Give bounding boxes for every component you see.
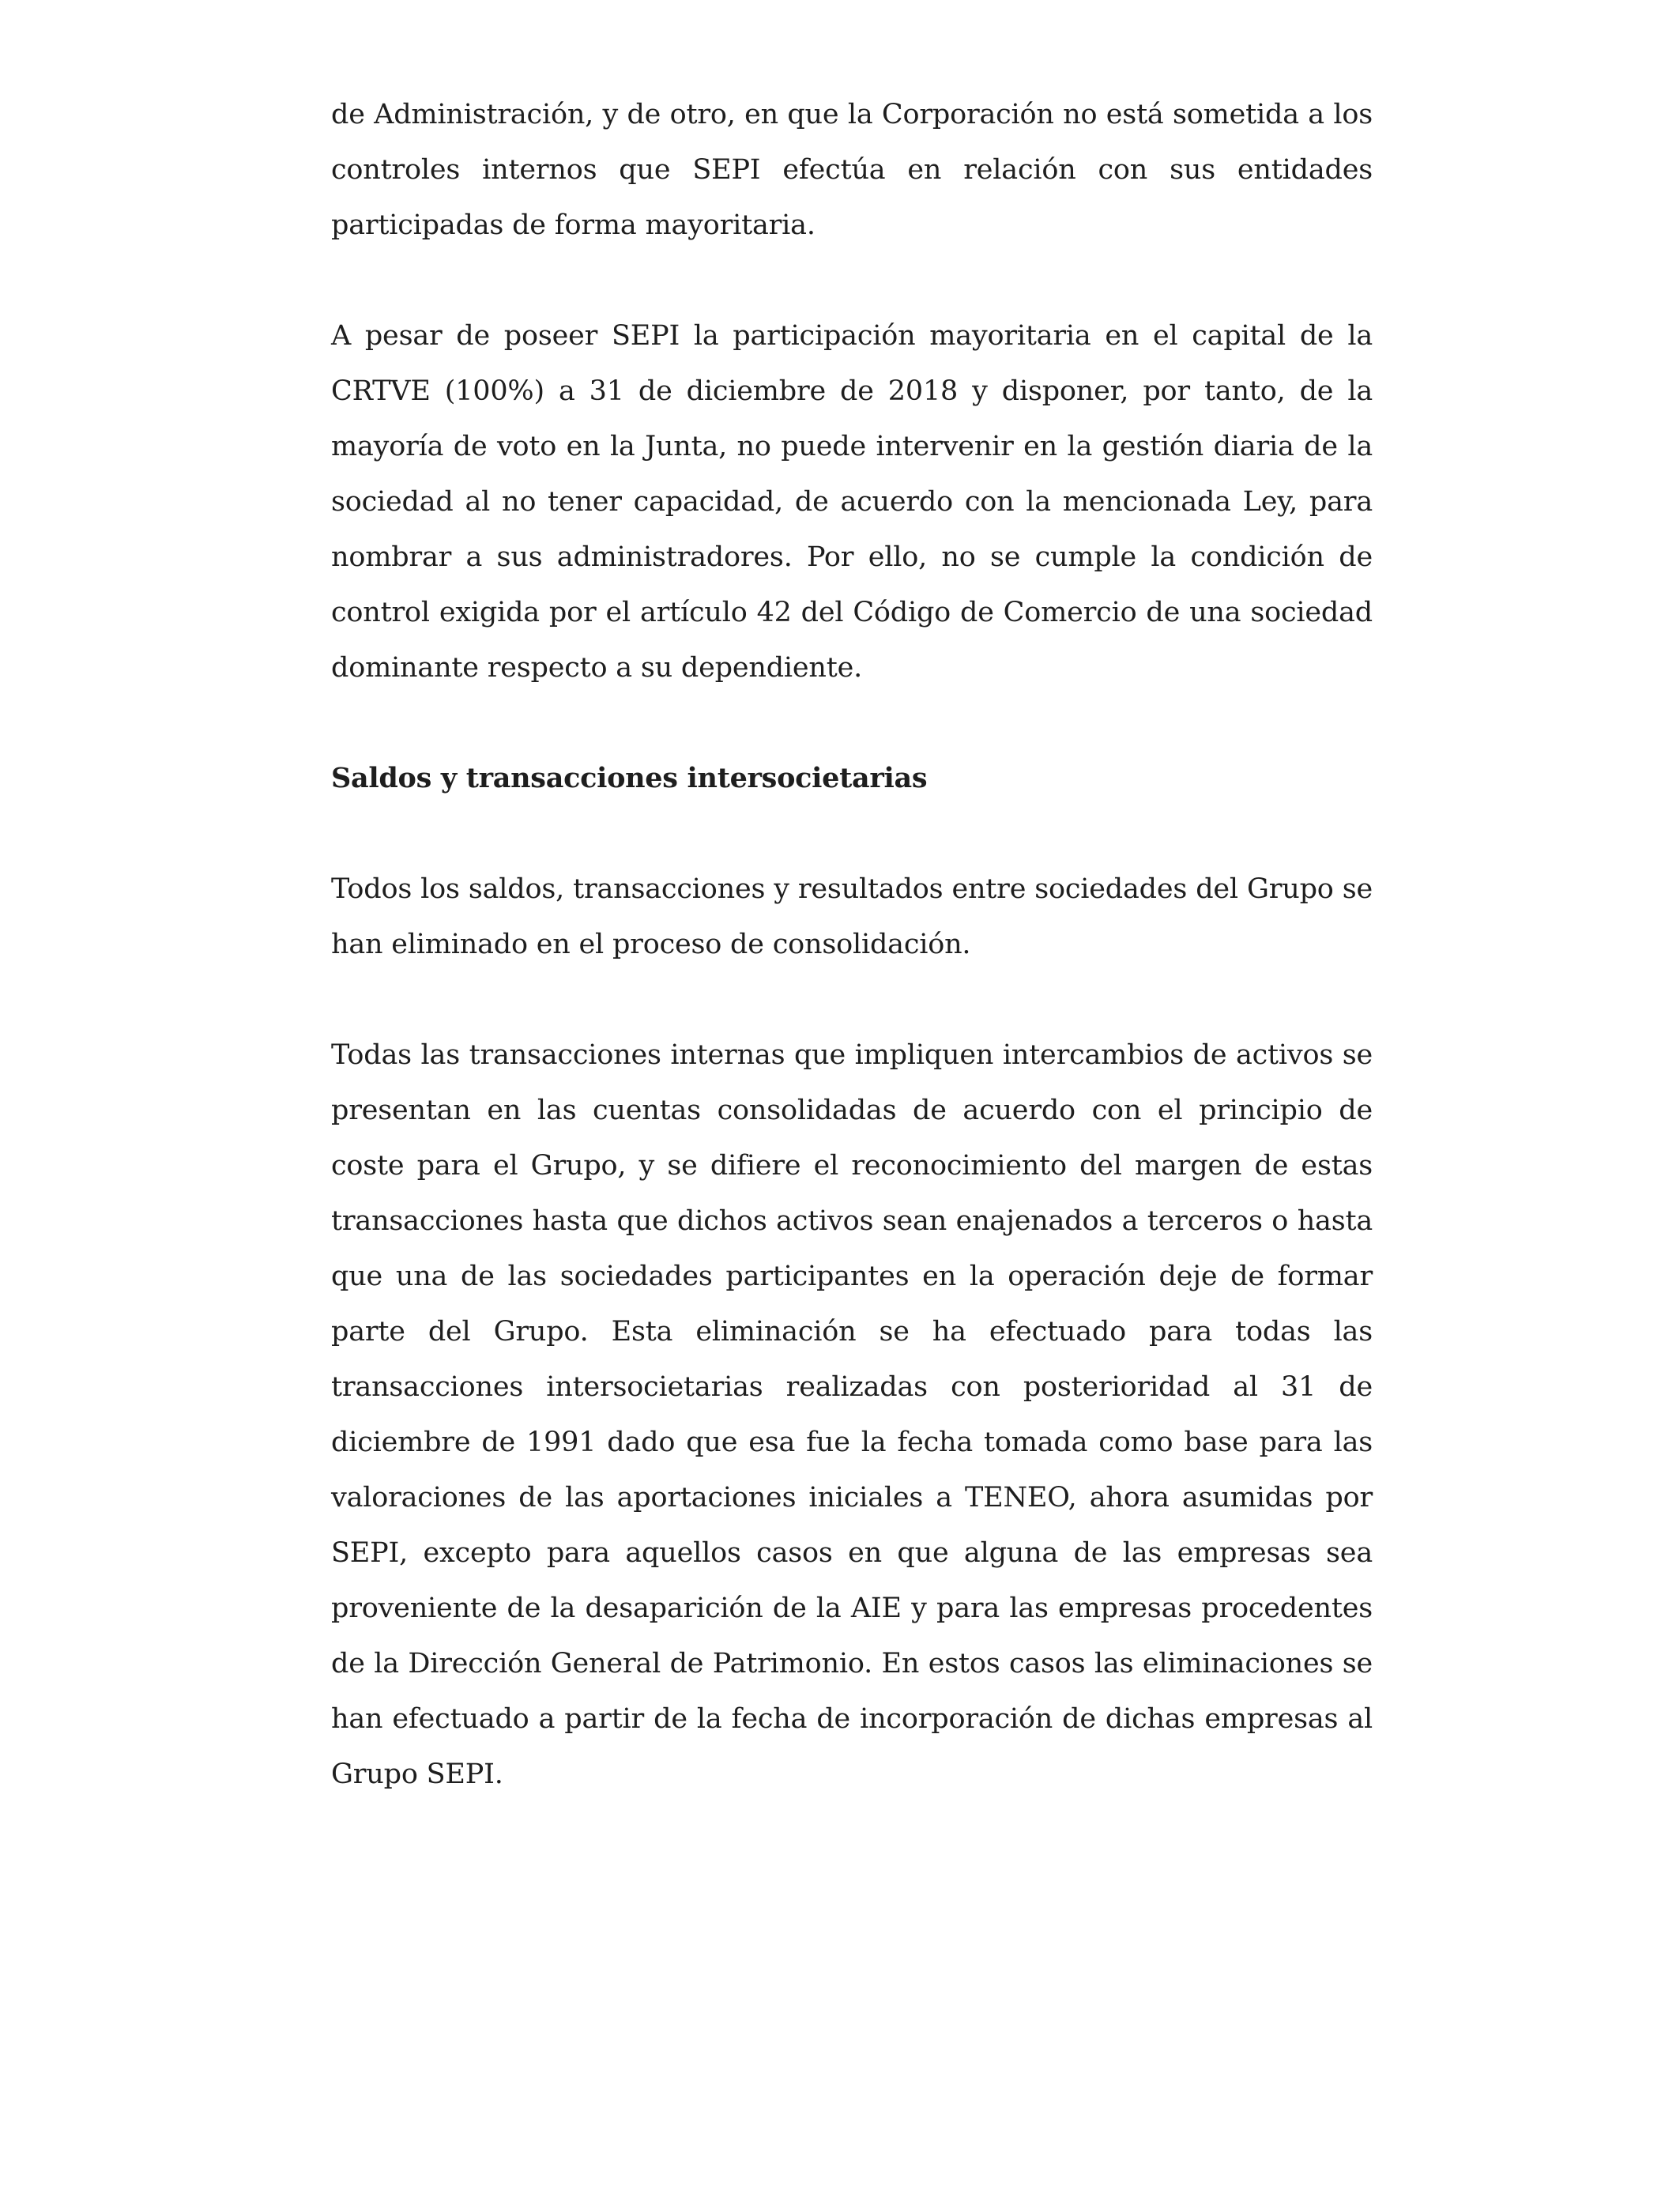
paragraph-saldos: Todos los saldos, transacciones y resultados entre sociedades del Grupo se han eliminado en el proceso de consolidación. [331, 873, 1373, 960]
paragraph-control-interno: de Administración, y de otro, en que la Corporación no está sometida a los controles internos que SEPI efectúa en relación con sus entidades participadas de forma mayoritaria. [331, 99, 1373, 241]
paragraph-transacciones: Todas las transacciones internas que impliquen intercambios de activos se presentan en las cuentas consolidadas de acuerdo con el principio de coste para el Grupo, y se difiere el reconocimiento del margen de estas transacciones hasta que dichos activos sean enajenados a terceros o hasta que una de las sociedades participantes en la operación deje de formar parte del Grupo. Esta eliminación se ha efectuado para todas las transacciones intersocietarias realizadas con posterioridad al 31 de diciembre de 1991 dado que esa fue la fecha tomada como base para las valoraciones de las aportaciones iniciales a TENEO, ahora asumidas por SEPI, excepto para aquellos casos en que alguna de las empresas sea proveniente de la desaparición de la AIE y para las empresas procedentes de la Dirección General de Patrimonio. En estos casos las eliminaciones se han efectuado a partir de la fecha de incorporación de dichas empresas al Grupo SEPI. [331, 1039, 1373, 1790]
document-body [331, 87, 1373, 1857]
section-heading: Saldos y transacciones intersocietarias [331, 762, 928, 794]
paragraph-crtve: A pesar de poseer SEPI la participación mayoritaria en el capital de la CRTVE (100%) a 31 de diciembre de 2018 y disponer, por tanto, de la mayoría de voto en la Junta, no puede intervenir en la gestión diaria de la sociedad al no tener capacidad, de acuerdo con la mencionada Ley, para nombrar a sus administradores. Por ello, no se cumple la condición de control exigida por el artículo 42 del Código de Comercio de una sociedad dominante respecto a su dependiente. [331, 320, 1373, 684]
